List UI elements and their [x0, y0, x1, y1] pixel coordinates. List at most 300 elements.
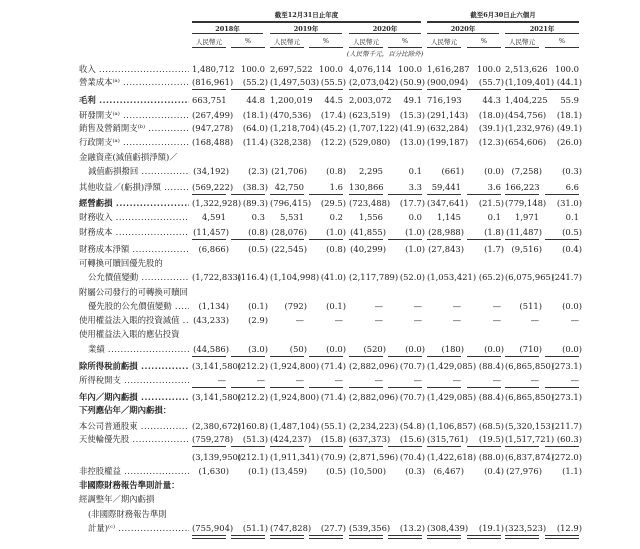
underline — [231, 194, 265, 195]
amount-cell: (2,882,096) — [349, 361, 399, 371]
column-rule — [427, 47, 461, 48]
table-row — [0, 508, 640, 521]
amount-cell: (22,545) — [271, 244, 307, 254]
underline — [192, 446, 226, 447]
amount-cell: (11,487) — [506, 227, 542, 237]
amount-cell: — — [374, 315, 383, 325]
unit-note: (人民幣千元，百分比除外) — [346, 50, 424, 58]
percent-cell: (70.7) — [399, 392, 425, 402]
percent-cell: 6.6 — [565, 182, 579, 192]
percent-cell: (0.1) — [248, 466, 268, 476]
row-label: 附屬公司發行的可轉換可贖回 — [79, 287, 188, 297]
underline — [309, 446, 343, 447]
amount-cell: (900,094) — [427, 77, 469, 87]
underline — [427, 194, 461, 195]
table-row — [0, 271, 640, 284]
rmb-column-heading: 人民幣元 — [509, 38, 535, 46]
underline — [270, 239, 304, 240]
double-underline — [270, 535, 304, 539]
underline — [545, 239, 579, 240]
double-underline — [192, 535, 226, 539]
table-row — [0, 136, 640, 149]
amount-cell: (10,500) — [350, 466, 386, 476]
underline — [388, 239, 422, 240]
amount-cell: 2,697,522 — [270, 64, 313, 74]
row-label: 非控股權益 ..... — [79, 465, 189, 478]
percent-cell: (39.1) — [478, 123, 504, 133]
table-row — [0, 226, 640, 239]
row-label: 天使輪優先股 ..... — [79, 433, 189, 446]
column-rule — [388, 47, 422, 48]
underline — [545, 387, 579, 388]
percent-cell: 1.6 — [329, 182, 343, 192]
row-label: 金融資產(減值虧損淨額)／ — [79, 152, 178, 162]
percent-cell: (41.9) — [399, 123, 425, 133]
underline — [349, 446, 383, 447]
amount-cell: (5,320,153) — [505, 421, 555, 431]
percent-cell: — — [570, 315, 579, 325]
amount-cell: (21,706) — [271, 166, 307, 176]
underline — [388, 387, 422, 388]
amount-cell: (27,843) — [428, 244, 464, 254]
percent-cell: (71.4) — [320, 392, 346, 402]
column-rule — [270, 47, 304, 48]
year-heading: 2018年 — [215, 25, 240, 33]
percent-cell: (11.4) — [242, 137, 268, 147]
amount-cell: (710) — [519, 344, 542, 354]
percent-cell: (49.1) — [556, 123, 582, 133]
percent-cell: (17.4) — [320, 110, 346, 120]
underline — [427, 356, 461, 357]
double-underline — [231, 535, 265, 539]
amount-cell: (2,380,672) — [192, 421, 242, 431]
amount-cell: 4,591 — [202, 212, 226, 222]
amount-cell: (632,284) — [427, 123, 469, 133]
underline — [192, 239, 226, 240]
percent-cell: (15.8) — [320, 434, 346, 444]
underline — [545, 89, 579, 90]
amount-cell: (11,457) — [193, 227, 229, 237]
row-label: 營業成本⁽ᵃ⁾ ..... — [79, 76, 189, 89]
percent-cell: 44.3 — [482, 95, 501, 105]
amount-cell: — — [295, 315, 304, 325]
amount-cell: 1,556 — [359, 212, 383, 222]
underline — [231, 356, 265, 357]
percent-cell: (19.5) — [478, 434, 504, 444]
percent-cell: (71.4) — [320, 361, 346, 371]
table-row — [0, 76, 640, 89]
amount-cell: 130,866 — [349, 182, 384, 192]
double-underline — [349, 535, 383, 539]
amount-cell: (654,606) — [505, 137, 547, 147]
percent-cell: (0.0) — [405, 344, 425, 354]
double-underline — [467, 535, 501, 539]
double-underline — [427, 535, 461, 539]
column-rule — [192, 47, 226, 48]
percent-cell: (15.3) — [399, 110, 425, 120]
amount-cell: 59,441 — [431, 182, 461, 192]
amount-cell: (7,258) — [511, 166, 542, 176]
underline — [545, 356, 579, 357]
percent-cell: (212.2) — [237, 361, 268, 371]
percent-cell: (0.0) — [484, 344, 504, 354]
double-underline — [309, 535, 343, 539]
amount-cell: (792) — [284, 301, 307, 311]
percent-cell: (41.0) — [320, 272, 346, 282]
amount-cell: — — [295, 375, 304, 385]
percent-cell: (51.3) — [242, 434, 268, 444]
percent-column-heading: % — [558, 37, 566, 45]
percent-cell: (1.1) — [562, 466, 582, 476]
percent-cell: (13.2) — [399, 523, 425, 533]
underline — [309, 239, 343, 240]
percent-cell: 0.1 — [487, 212, 501, 222]
underline — [231, 387, 265, 388]
percent-cell: (89.3) — [242, 198, 268, 208]
header-rule — [192, 21, 421, 23]
percent-cell: (18.0) — [478, 110, 504, 120]
percent-cell: (0.8) — [248, 227, 268, 237]
underline — [270, 356, 304, 357]
amount-cell: (1,911,341) — [270, 452, 320, 462]
percent-cell: (0.1) — [248, 301, 268, 311]
amount-cell: 2,003,072 — [349, 95, 392, 105]
amount-cell: (291,143) — [427, 110, 469, 120]
percent-cell: (18.1) — [242, 110, 268, 120]
amount-cell: (1,630) — [198, 466, 229, 476]
period-half-heading: 截至6月30日止六個月 — [470, 11, 536, 19]
row-label: 行政開支⁽ᵃ⁾ ..... — [79, 136, 189, 149]
amount-cell: (1,924,800) — [270, 392, 320, 402]
year-heading: 2020年 — [450, 25, 476, 33]
row-label: 財務成本 ..... — [79, 226, 189, 239]
amount-cell: — — [374, 375, 383, 385]
amount-cell: 166,223 — [505, 182, 540, 192]
amount-cell: 2,513,626 — [505, 64, 548, 74]
percent-cell: — — [413, 301, 422, 311]
percent-cell: (0.3) — [405, 466, 425, 476]
underline — [231, 89, 265, 90]
percent-cell: (0.0) — [484, 166, 504, 176]
amount-cell: (2,073,042) — [349, 77, 399, 87]
underline — [467, 194, 501, 195]
amount-cell: (1,429,085) — [427, 392, 477, 402]
row-label: 使用權益法入賬的應佔投資 — [79, 329, 180, 339]
percent-cell: (65.2) — [478, 272, 504, 282]
underline — [192, 194, 226, 195]
underline — [427, 89, 461, 90]
amount-cell: (1,429,085) — [427, 361, 477, 371]
percent-cell: (38.3) — [242, 182, 268, 192]
amount-cell: (1,109,401) — [505, 77, 555, 87]
table-row — [0, 286, 640, 299]
rmb-column-heading: 人民幣元 — [353, 38, 379, 46]
percent-cell: (70.9) — [320, 452, 346, 462]
row-label: 減值虧損撥回 ..... — [88, 165, 189, 178]
row-label: 除所得稅前虧損 ..... — [79, 360, 189, 373]
percent-cell: 0.1 — [565, 212, 579, 222]
amount-cell: (1,104,998) — [270, 272, 320, 282]
rmb-column-heading: 人民幣元 — [196, 38, 222, 46]
row-label: 銷售及營銷開支⁽ᵇ⁾ ..... — [79, 122, 189, 135]
percent-cell: (12.2) — [320, 137, 346, 147]
percent-cell: (0.4) — [562, 244, 582, 254]
table-row — [0, 451, 640, 464]
amount-cell: 42,750 — [274, 182, 304, 192]
table-row — [0, 404, 640, 417]
percent-cell: (0.3) — [562, 166, 582, 176]
underline — [192, 89, 226, 90]
underline — [388, 356, 422, 357]
underline — [309, 89, 343, 90]
amount-cell: (796,415) — [270, 198, 312, 208]
amount-cell: (28,076) — [271, 227, 307, 237]
amount-cell: (347,641) — [427, 198, 469, 208]
year-rule — [270, 33, 342, 34]
amount-cell: (747,828) — [270, 523, 312, 533]
row-label: 財務收入 ..... — [79, 211, 189, 224]
underline — [505, 89, 539, 90]
amount-cell: (779,148) — [505, 198, 547, 208]
row-label: 所得稅開支 ..... — [79, 374, 189, 387]
underline — [231, 446, 265, 447]
amount-cell: (1,722,833) — [192, 272, 242, 282]
row-label: 使用權益法入賬的投資減值 ..... — [79, 314, 189, 327]
double-underline — [505, 535, 539, 539]
amount-cell: (28,988) — [428, 227, 464, 237]
underline — [270, 446, 304, 447]
percent-cell: — — [492, 315, 501, 325]
amount-cell: (1,106,857) — [427, 421, 477, 431]
year-rule — [427, 33, 499, 34]
row-label: 公允價值變動 ..... — [88, 271, 189, 284]
percent-cell: — — [570, 375, 579, 385]
amount-cell: 1,616,287 — [427, 64, 470, 74]
percent-cell: (44.1) — [556, 77, 582, 87]
underline — [349, 387, 383, 388]
percent-cell: (0.4) — [484, 466, 504, 476]
percent-cell: (55.1) — [320, 421, 346, 431]
row-label: 業績 ..... — [88, 343, 189, 356]
percent-cell: 100.0 — [398, 64, 422, 74]
table-row — [0, 197, 640, 210]
amount-cell: (661) — [441, 166, 464, 176]
percent-cell: (15.6) — [399, 434, 425, 444]
percent-cell: 3.3 — [408, 182, 422, 192]
amount-cell: (3,141,580) — [192, 361, 242, 371]
percent-cell: (273.1) — [551, 361, 582, 371]
underline — [467, 89, 501, 90]
row-label: (非國際財務報告準則 — [88, 509, 167, 519]
percent-column-heading: % — [480, 37, 488, 45]
percent-cell: (64.0) — [242, 123, 268, 133]
percent-cell: 0.3 — [251, 212, 265, 222]
underline — [388, 194, 422, 195]
percent-cell: (29.5) — [320, 198, 346, 208]
percent-cell: — — [334, 315, 343, 325]
amount-cell: (1,422,618) — [427, 452, 477, 462]
row-label: 優先股的公允價值變動 ..... — [88, 300, 189, 313]
amount-cell: — — [217, 375, 226, 385]
row-label: 毛利 ..... — [79, 94, 189, 107]
percent-cell: (1.7) — [484, 244, 504, 254]
table-row — [0, 122, 640, 135]
amount-cell: (2,234,223) — [349, 421, 399, 431]
amount-cell: (43,233) — [193, 315, 229, 325]
table-row — [0, 360, 640, 373]
amount-cell: (947,278) — [192, 123, 234, 133]
underline — [192, 387, 226, 388]
amount-cell: (569,222) — [192, 182, 234, 192]
column-rule — [231, 47, 265, 48]
percent-cell: (50.9) — [399, 77, 425, 87]
amount-cell: (520) — [363, 344, 386, 354]
amount-cell: 1,480,712 — [192, 64, 235, 74]
amount-cell: 2,295 — [359, 166, 383, 176]
table-row — [0, 522, 640, 535]
amount-cell: — — [374, 301, 383, 311]
amount-cell: (267,499) — [192, 110, 234, 120]
amount-cell: (529,080) — [349, 137, 391, 147]
underline — [309, 194, 343, 195]
amount-cell: (1,232,976) — [505, 123, 555, 133]
percent-cell: (2.9) — [248, 315, 268, 325]
amount-cell: (13,459) — [271, 466, 307, 476]
amount-cell: — — [530, 375, 539, 385]
percent-cell: — — [256, 375, 265, 385]
percent-cell: (31.0) — [556, 198, 582, 208]
percent-cell: (1.0) — [326, 227, 346, 237]
rmb-column-heading: 人民幣元 — [431, 38, 457, 46]
percent-cell: (26.0) — [556, 137, 582, 147]
table-row — [0, 391, 640, 404]
percent-cell: (0.8) — [326, 166, 346, 176]
amount-cell: (723,488) — [349, 198, 391, 208]
underline — [388, 446, 422, 447]
column-rule — [505, 47, 539, 48]
underline — [270, 194, 304, 195]
double-underline — [545, 535, 579, 539]
amount-cell: (1,218,704) — [270, 123, 320, 133]
percent-cell: (2.3) — [248, 166, 268, 176]
row-label: 下列應佔年／期內虧損： — [79, 405, 172, 415]
row-label: 研發開支⁽ᵃ⁾ ..... — [79, 109, 189, 122]
period-year-heading: 截至12月31日止年度 — [274, 11, 339, 19]
amount-cell: (2,882,096) — [349, 392, 399, 402]
amount-cell: 716,193 — [427, 95, 462, 105]
percent-cell: (52.0) — [399, 272, 425, 282]
row-label: 可轉換可贖回優先股的 — [79, 258, 163, 268]
percent-cell: (27.7) — [320, 523, 346, 533]
amount-cell: (9,516) — [511, 244, 542, 254]
column-rule — [309, 47, 343, 48]
percent-cell: (21.5) — [478, 198, 504, 208]
table-row — [0, 300, 640, 313]
underline — [545, 194, 579, 195]
table-row — [0, 465, 640, 478]
percent-cell: — — [413, 375, 422, 385]
row-label: 本公司普通股東 ..... — [79, 420, 189, 433]
percent-cell: (1.0) — [405, 244, 425, 254]
row-label: 收入 ..... — [79, 63, 189, 76]
amount-cell: 1,971 — [515, 212, 539, 222]
amount-cell: (6,075,965) — [505, 272, 555, 282]
amount-cell: (44,586) — [193, 344, 229, 354]
percent-cell: (55.5) — [320, 77, 346, 87]
column-rule — [349, 47, 383, 48]
table-row — [0, 374, 640, 387]
table-row — [0, 257, 640, 270]
amount-cell: — — [452, 375, 461, 385]
row-label: 非國際財務報告準則計量： — [79, 480, 180, 490]
percent-cell: 49.1 — [403, 95, 422, 105]
amount-cell: (6,467) — [433, 466, 464, 476]
percent-cell: — — [334, 375, 343, 385]
amount-cell: 663,751 — [192, 95, 227, 105]
amount-cell: (424,237) — [270, 434, 312, 444]
percent-cell: (19.1) — [478, 523, 504, 533]
table-row — [0, 109, 640, 122]
amount-cell: (755,904) — [192, 523, 234, 533]
column-rule — [467, 47, 501, 48]
amount-cell: (759,278) — [192, 434, 234, 444]
amount-cell: (315,761) — [427, 434, 469, 444]
percent-cell: (272.0) — [551, 452, 582, 462]
table-row — [0, 63, 640, 76]
amount-cell: (2,871,596) — [349, 452, 399, 462]
percent-cell: (54.8) — [399, 421, 425, 431]
double-underline — [388, 535, 422, 539]
percent-cell: — — [492, 301, 501, 311]
row-label: 其他收益／(虧損)淨額 ..... — [79, 181, 189, 194]
percent-cell: (116.4) — [237, 272, 268, 282]
percent-cell: 100.0 — [555, 64, 579, 74]
amount-cell: (454,756) — [505, 110, 547, 120]
percent-column-heading: % — [244, 37, 252, 45]
underline — [309, 387, 343, 388]
percent-cell: 100.0 — [319, 64, 343, 74]
amount-cell: (1,707,122) — [349, 123, 399, 133]
table-row — [0, 328, 640, 341]
amount-cell: (1,322,928) — [192, 198, 242, 208]
amount-cell: (1,497,503) — [270, 77, 320, 87]
amount-cell: 1,200,019 — [270, 95, 313, 105]
underline — [505, 387, 539, 388]
underline — [427, 387, 461, 388]
amount-cell: (323,523) — [505, 523, 547, 533]
underline — [467, 446, 501, 447]
amount-cell: (511) — [519, 301, 542, 311]
percent-cell: (55.2) — [242, 77, 268, 87]
table-row — [0, 433, 640, 446]
column-rule — [545, 47, 579, 48]
percent-cell: (13.0) — [399, 137, 425, 147]
percent-cell: 0.2 — [329, 212, 343, 222]
amount-cell: 1,145 — [437, 212, 461, 222]
percent-cell: 3.6 — [487, 182, 501, 192]
table-row — [0, 479, 640, 492]
amount-cell: (816,961) — [192, 77, 234, 87]
underline — [309, 356, 343, 357]
percent-cell: (0.0) — [562, 301, 582, 311]
amount-cell: (27,976) — [506, 466, 542, 476]
amount-cell: — — [452, 301, 461, 311]
table-row — [0, 94, 640, 107]
underline — [270, 387, 304, 388]
year-rule — [192, 33, 263, 34]
table-row — [0, 343, 640, 356]
table-row — [0, 243, 640, 256]
